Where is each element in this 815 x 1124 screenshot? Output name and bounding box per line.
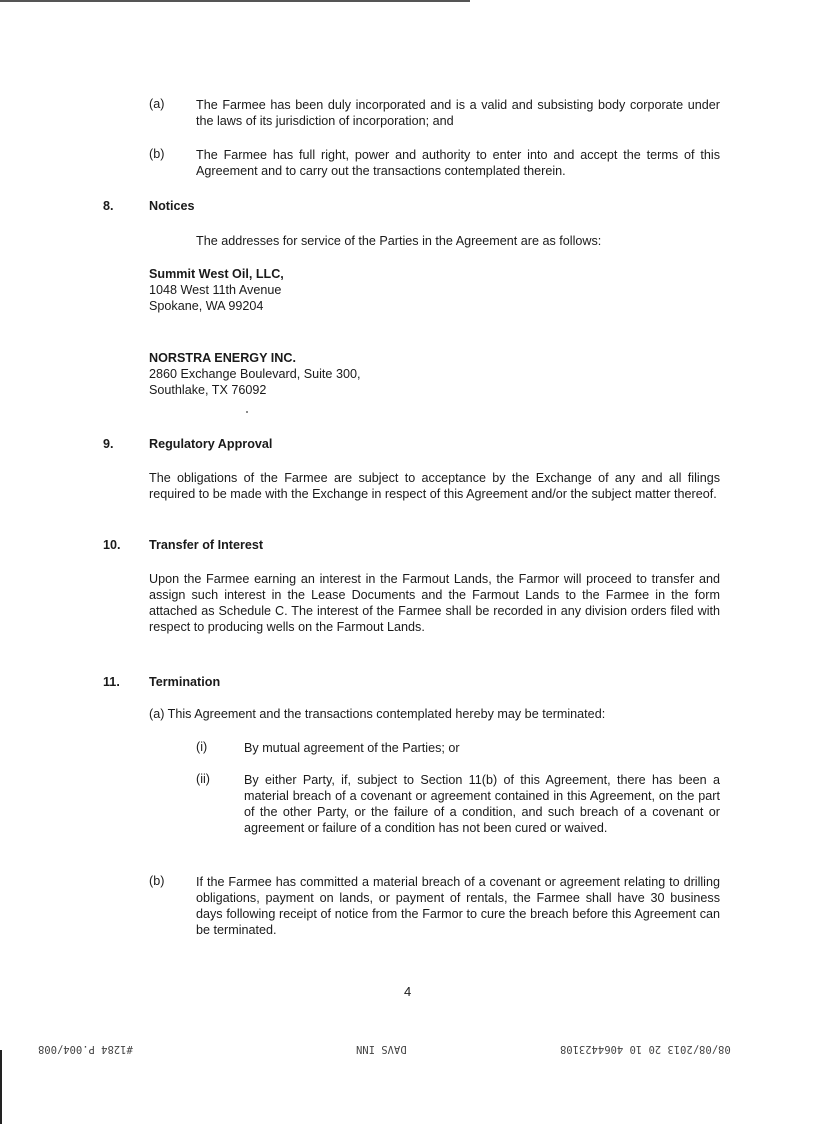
clause-7b-label: (b) bbox=[149, 147, 165, 161]
clause-11b-text: If the Farmee has committed a material breach of a covenant or agreement relating to drilling obligations, payment on lands, or payment of rentals, the Farmee shall have 30 business days following receipt of notice from the Farmor to cure the breach before this Agreement can be terminated. bbox=[196, 875, 720, 937]
scan-top-rule bbox=[0, 0, 470, 2]
scan-edge-mark bbox=[0, 1050, 2, 1124]
fax-header-page-count: #1284 P.004/008 bbox=[38, 1043, 133, 1055]
address-block-summit bbox=[149, 266, 284, 314]
section-11-title: Termination bbox=[149, 675, 221, 689]
clause-11a-text: (a) This Agreement and the transactions contemplated hereby may be terminated: bbox=[149, 707, 606, 721]
notices-intro: The addresses for service of the Parties in the Agreement are as follows: bbox=[196, 234, 602, 248]
section-8-number: 8. bbox=[103, 199, 114, 213]
page-number: 4 bbox=[404, 984, 412, 999]
party-name: NORSTRA ENERGY INC. bbox=[149, 351, 296, 365]
section-11-number: 11. bbox=[103, 675, 120, 689]
section-9-number: 9. bbox=[103, 437, 114, 451]
clause-11b-label: (b) bbox=[149, 874, 165, 888]
section-9-title: Regulatory Approval bbox=[149, 437, 273, 451]
clause-7a-text: The Farmee has been duly incorporated and is a valid and subsisting body corporate under the laws of its jurisdiction of incorporation; and bbox=[196, 98, 720, 128]
address-line: 1048 West 11th Avenue bbox=[149, 283, 282, 297]
section-10-text: Upon the Farmee earning an interest in the Farmout Lands, the Farmor will proceed to transfer and assign such interest in the Lease Documents and the Farmout Lands to the Farmee in the form attached as Schedule C. The interest of the Farmee shall be recorded in any division orders filed with respect to producing wells on the Farmout Lands. bbox=[149, 572, 720, 634]
clause-7b-text: The Farmee has full right, power and authority to enter into and accept the terms of this Agreement and to carry out the transactions contemplated therein. bbox=[196, 148, 720, 178]
address-line: Southlake, TX 76092 bbox=[149, 383, 267, 397]
clause-11a-ii-text: By either Party, if, subject to Section 11(b) of this Agreement, there has been a material breach of a covenant or agreement contained in this Agreement, on the part of the other Party, or the failure of a condition, and such breach of a covenant or agreement or failure of a condition has not been cured or waived. bbox=[244, 773, 720, 835]
section-10-number: 10. bbox=[103, 538, 121, 552]
clause-11a-i-label: (i) bbox=[196, 740, 208, 754]
clause-11a-i-text: By mutual agreement of the Parties; or bbox=[244, 741, 460, 755]
address-line: 2860 Exchange Boulevard, Suite 300, bbox=[149, 367, 361, 381]
address-block-norstra bbox=[149, 350, 360, 398]
clause-7a-label: (a) bbox=[149, 97, 165, 111]
clause-11a-ii-label: (ii) bbox=[196, 772, 210, 786]
address-line: Spokane, WA 99204 bbox=[149, 299, 264, 313]
party-name: Summit West Oil, LLC, bbox=[149, 267, 284, 281]
fax-header-sender: DAVS INN bbox=[356, 1043, 407, 1055]
fax-header-timestamp: 08/08/2013 20 10 4064423108 bbox=[560, 1043, 731, 1055]
section-9-text: The obligations of the Farmee are subject to acceptance by the Exchange of any and all filings required to be made with the Exchange in respect of this Agreement and/or the subject matter thereof. bbox=[149, 471, 720, 501]
section-8-title: Notices bbox=[149, 199, 195, 213]
scan-speck bbox=[246, 411, 248, 413]
section-10-title: Transfer of Interest bbox=[149, 538, 264, 552]
